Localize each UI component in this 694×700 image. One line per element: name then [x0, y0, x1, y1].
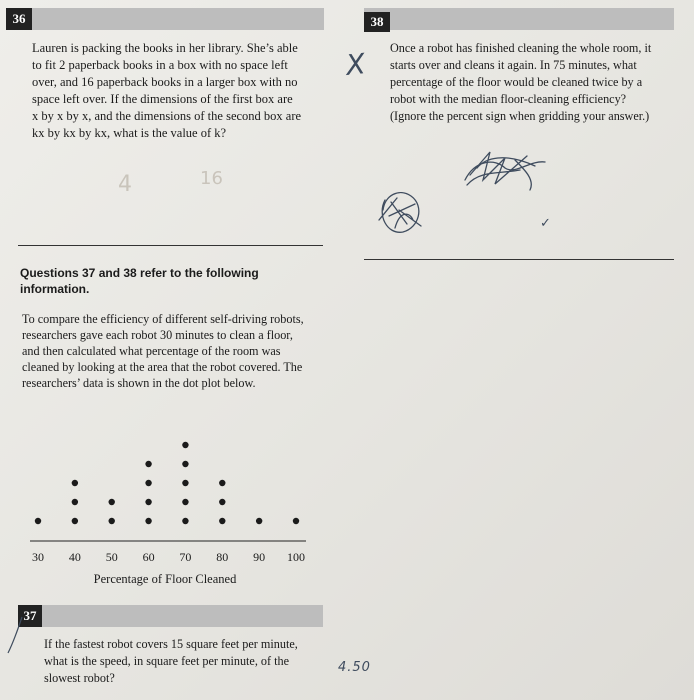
data-dot: [109, 499, 115, 505]
tick-label: 30: [32, 550, 44, 564]
q38-line: robot with the median floor-cleaning efficiency?: [390, 92, 627, 106]
q37-line: what is the speed, in square feet per minute, of the: [44, 654, 290, 668]
data-dot: [182, 499, 188, 505]
q37-line: If the fastest robot covers 15 square feet per minute,: [44, 637, 298, 651]
data-dot: [72, 480, 78, 486]
handwritten-answer-37: 4.50: [338, 660, 371, 675]
q38-line: percentage of the floor would be cleaned twice by a: [390, 75, 643, 89]
data-dot: [182, 461, 188, 467]
q36-text: [32, 40, 301, 142]
data-dot: [145, 480, 151, 486]
q36-line: x by x by x, and the dimensions of the second box are: [32, 109, 302, 123]
q37-text: [44, 636, 298, 687]
info-line: To compare the efficiency of different self-driving robots,: [22, 312, 304, 326]
q38-number: 38: [364, 12, 390, 32]
q37-line: slowest robot?: [44, 671, 115, 685]
data-dot: [219, 518, 225, 524]
data-dot: [72, 499, 78, 505]
info-line: researchers’ data is shown in the dot plot below.: [22, 376, 256, 390]
tick-label: 100: [287, 550, 305, 564]
q38-line: Once a robot has finished cleaning the whole room, it: [390, 41, 652, 55]
data-dot: [182, 480, 188, 486]
q38-text: [390, 40, 651, 125]
tick-label: 90: [253, 550, 266, 564]
info-text: [22, 311, 304, 391]
q36-number: 36: [6, 8, 32, 30]
faint-erased-mark: 16: [200, 168, 223, 189]
q38-line: starts over and cleans it again. In 75 minutes, what: [390, 58, 637, 72]
info-line: researchers gave each robot 30 minutes to clean a floor,: [22, 328, 293, 342]
data-dot: [293, 518, 299, 524]
q38-divider: [364, 259, 674, 260]
q36-line: to fit 2 paperback books in a box with no space left: [32, 58, 288, 72]
data-dot: [219, 499, 225, 505]
data-dot: [145, 518, 151, 524]
data-dot: [145, 461, 151, 467]
q36-divider: [18, 245, 323, 246]
scribble-drawing: [355, 140, 575, 250]
data-dot: [219, 480, 225, 486]
handwritten-x-mark: X: [344, 47, 367, 82]
q36-line: over, and 16 paperback books in a larger box with no: [32, 75, 298, 89]
tick-label: 70: [179, 550, 192, 564]
tick-label: 80: [216, 550, 229, 564]
q38-header-bar: [364, 8, 674, 30]
tick-label: 50: [105, 550, 118, 564]
data-dot: [256, 518, 262, 524]
q36-line: Lauren is packing the books in her library. She’s able: [32, 41, 298, 55]
info-heading: [20, 265, 259, 297]
data-dot: [145, 499, 151, 505]
q37-number: 37: [18, 605, 42, 627]
q36-line: space left over. If the dimensions of the first box are: [32, 92, 293, 106]
pencil-stroke: [4, 615, 34, 655]
q37-header-bar: [18, 605, 323, 627]
info-heading-line: information.: [20, 282, 90, 296]
info-line: and then calculated what percentage of the room was: [22, 344, 281, 358]
info-line: cleaned by looking at the area that the robot covered. The: [22, 360, 303, 374]
tick-label: 40: [68, 550, 81, 564]
check-mark: ✓: [540, 216, 551, 231]
data-dot: [182, 518, 188, 524]
x-axis-label: Percentage of Floor Cleaned: [93, 572, 237, 586]
data-dot: [35, 518, 41, 524]
dot-plot: [0, 400, 330, 595]
data-dot: [109, 518, 115, 524]
q36-line: kx by kx by kx, what is the value of k?: [32, 126, 227, 140]
q38-line: (Ignore the percent sign when gridding your answer.): [390, 109, 650, 123]
info-heading-line: Questions 37 and 38 refer to the following: [20, 266, 259, 280]
faint-erased-mark: 4: [118, 172, 132, 197]
data-dot: [182, 442, 188, 448]
tick-label: 60: [142, 550, 155, 564]
q36-header-bar: [6, 8, 324, 30]
data-dot: [72, 518, 78, 524]
